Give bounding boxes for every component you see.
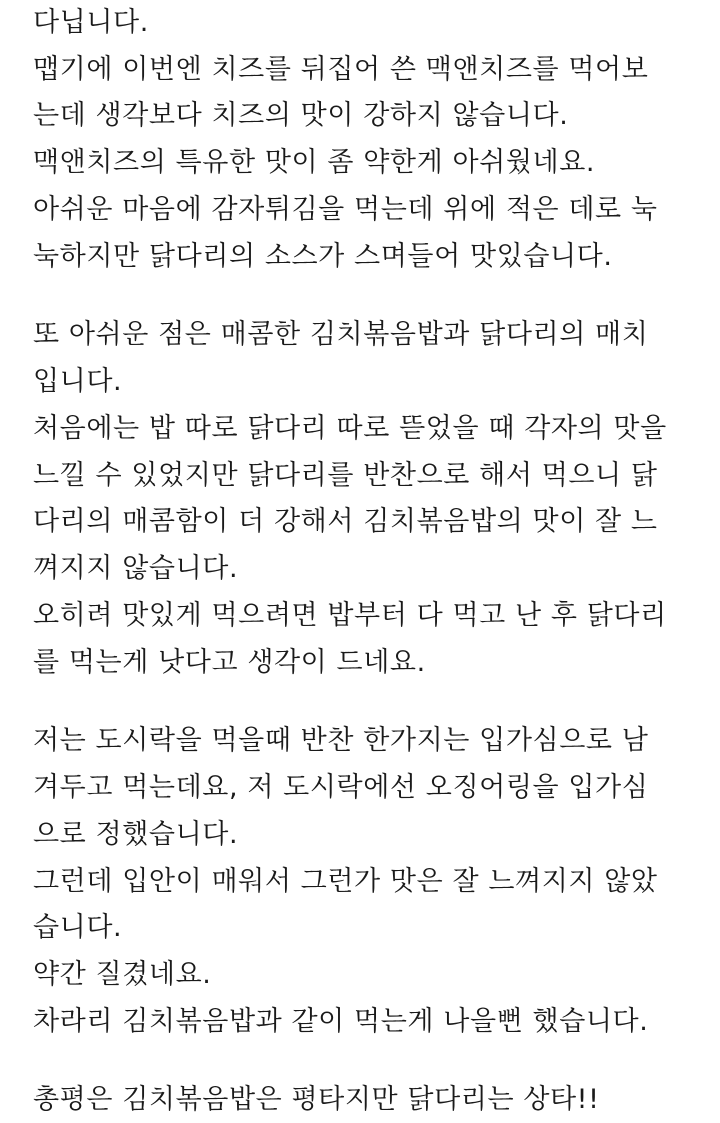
text-line: 오히려 맛있게 먹으려면 밥부터 다 먹고 난 후 닭다리: [33, 600, 667, 631]
text-line: 맵기에 이번엔 치즈를 뒤집어 쓴 맥앤치즈를 먹어보: [33, 54, 649, 85]
text-line: 느낄 수 있었지만 닭다리를 반찬으로 해서 먹으니 닭: [33, 460, 658, 491]
text-line: 습니다.: [33, 912, 123, 943]
text-line: 다닙니다.: [33, 7, 149, 38]
text-line: 저는 도시락을 먹을때 반찬 한가지는 입가심으로 남: [33, 725, 649, 756]
text-line: 또 아쉬운 점은 매콤한 김치볶음밥과 닭다리의 매치: [33, 319, 649, 350]
text-line: 입니다.: [33, 366, 123, 397]
text-line: 맥앤치즈의 특유한 맛이 좀 약한게 아쉬웠네요.: [33, 147, 596, 178]
text-line: 처음에는 밥 따로 닭다리 따로 뜯었을 때 각자의 맛을: [33, 413, 667, 444]
text-line: 아쉬운 마음에 감자튀김을 먹는데 위에 적은 데로 눅: [33, 194, 658, 225]
text-line: 눅하지만 닭다리의 소스가 스며들어 맛있습니다.: [33, 241, 613, 272]
text-line: 다리의 매콤함이 더 강해서 김치볶음밥의 맛이 잘 느: [33, 506, 658, 537]
text-line: 으로 정했습니다.: [33, 819, 239, 850]
text-line: 껴지지 않습니다.: [33, 553, 239, 584]
text-line: 는데 생각보다 치즈의 맛이 강하지 않습니다.: [33, 100, 569, 131]
text-line: 약간 질겼네요.: [33, 959, 212, 990]
text-line: 차라리 김치볶음밥과 같이 먹는게 나을뻔 했습니다.: [33, 1006, 649, 1037]
summary-line: 총평은 김치볶음밥은 평타지만 닭다리는 상타!!: [33, 1084, 600, 1115]
text-line: 그런데 입안이 매워서 그런가 맛은 잘 느껴지지 않았: [33, 866, 658, 897]
text-line: 를 먹는게 낫다고 생각이 드네요.: [33, 647, 426, 678]
text-line: 겨두고 먹는데요, 저 도시락에선 오징어링을 입가심: [33, 772, 649, 803]
